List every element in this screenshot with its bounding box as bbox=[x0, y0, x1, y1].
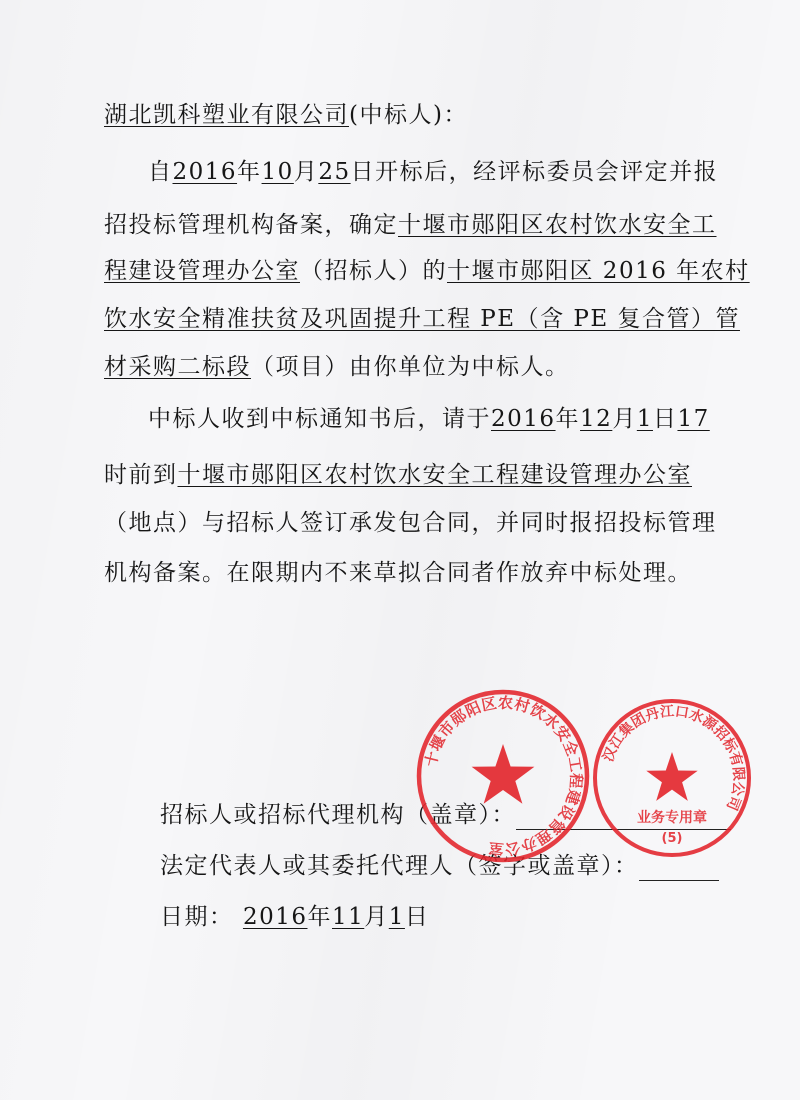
deadline-hour: 17 bbox=[677, 406, 710, 432]
text: 日开标后，经评标委员会评定并报 bbox=[350, 159, 719, 185]
project-name-part2: 饮水安全精准扶贫及巩固提升工程 PE（含 PE 复合管）管 bbox=[104, 306, 740, 332]
deadline-year: 2016 bbox=[491, 406, 556, 432]
addressee-line bbox=[104, 100, 468, 130]
project-name-part1: 十堰市郧阳区 2016 年农村 bbox=[447, 258, 750, 284]
tenderer-seal-text: 十堰市郧阳区农村饮水安全工程建设管理办公室 bbox=[421, 693, 586, 859]
star-icon bbox=[646, 752, 697, 801]
date-year: 2016 bbox=[242, 904, 308, 930]
bid-open-day: 25 bbox=[318, 159, 351, 185]
p1-line-5 bbox=[104, 352, 570, 382]
text: （地点）与招标人签订承发包合同，并同时报招投标管理 bbox=[104, 510, 717, 536]
text: （项目）由你单位为中标人。 bbox=[251, 354, 570, 380]
date-label: 日期： bbox=[160, 904, 234, 930]
p2-line-3 bbox=[104, 508, 717, 538]
text: 自 bbox=[148, 159, 173, 185]
text: 年 bbox=[307, 904, 332, 930]
p2-line-1 bbox=[148, 404, 710, 434]
text: 机构备案。在限期内不来草拟合同者作放弃中标处理。 bbox=[104, 560, 692, 586]
agency-seal-subtext: 业务专用章 bbox=[637, 810, 707, 826]
p1-line-1 bbox=[148, 157, 718, 187]
bid-open-month: 10 bbox=[261, 159, 294, 185]
agency-seal-number: (5) bbox=[661, 831, 683, 846]
p1-line-2 bbox=[104, 210, 717, 240]
agency-seal bbox=[590, 696, 754, 860]
text: （招标人）的 bbox=[300, 258, 447, 284]
deadline-day: 1 bbox=[636, 406, 653, 432]
text: 年 bbox=[237, 159, 262, 185]
legal-rep-blank bbox=[639, 858, 719, 881]
text: 月 bbox=[293, 159, 319, 185]
text: 中标人收到中标通知书后，请于 bbox=[148, 406, 491, 432]
addressee-company: 湖北凯科塑业有限公司 bbox=[104, 102, 349, 128]
text: 日 bbox=[404, 904, 430, 930]
text: 年 bbox=[555, 406, 581, 432]
text: 日 bbox=[652, 406, 678, 432]
legal-rep-label: 法定代表人或其委托代理人（签字或盖章）： bbox=[160, 853, 639, 879]
date-month: 11 bbox=[332, 904, 365, 930]
bid-open-year: 2016 bbox=[172, 159, 238, 185]
addressee-suffix: (中标人)： bbox=[349, 102, 468, 128]
p1-line-3 bbox=[104, 256, 750, 286]
deadline-month: 12 bbox=[580, 406, 613, 432]
text: 月 bbox=[612, 406, 637, 432]
agency-seal-label: 招标人或招标代理机构（盖章）： bbox=[160, 802, 516, 828]
p2-line-2 bbox=[104, 460, 692, 490]
contract-location: 十堰市郧阳区农村饮水安全工程建设管理办公室 bbox=[177, 462, 692, 488]
p1-line-4 bbox=[104, 304, 740, 334]
text: 时前到 bbox=[104, 462, 178, 488]
date-line bbox=[160, 902, 429, 932]
tenderer-name-part1: 十堰市郧阳区农村饮水安全工 bbox=[398, 212, 717, 238]
text: 月 bbox=[364, 904, 389, 930]
star-icon bbox=[472, 744, 535, 804]
tenderer-name-part2: 程建设管理办公室 bbox=[104, 258, 300, 284]
agency-seal-text: 汉江集团丹江口水源招标有限公司 bbox=[600, 703, 747, 813]
tenderer-seal bbox=[413, 686, 593, 866]
text: 招投标管理机构备案，确定 bbox=[104, 212, 398, 238]
date-day: 1 bbox=[388, 904, 405, 930]
p2-line-4 bbox=[104, 558, 692, 588]
project-name-part3: 材采购二标段 bbox=[104, 354, 251, 380]
